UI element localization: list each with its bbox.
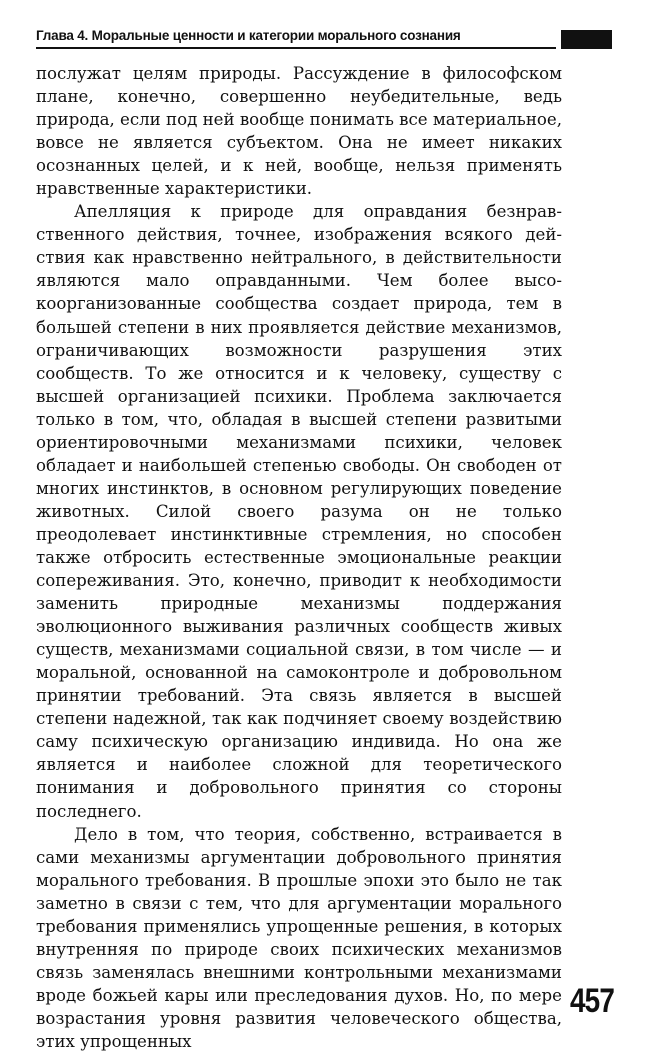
page-number: 457 (570, 982, 615, 1020)
header-rule (36, 47, 556, 49)
header-decorative-block (561, 30, 612, 49)
body-text (36, 62, 562, 1053)
paragraph: Дело в том, что теория, собственно, встраивается в сами механизмы аргументации добровольного принятия морального требования. В прошлые эпохи это было не так заметно в связи с тем, что для аргументации морального требования применялись упрощенные решения, в которых внутренняя по природе своих психических механизмов связь заменялась внешними контрольными механизмами вроде божьей кары или преследования духов. Но, по мере возрастания уровня развития человеческого общества, этих упрощенных (36, 824, 562, 1051)
paragraph-continuation: послужат целям природы. Рассуждение в философском плане, конечно, совершенно неубедительные, ведь природа, если под ней вообще понимать все материальное, вовсе не является субъектом. Она не имеет никаких осознанных целей, и к ней, вообще, нельзя применять нравственные характеристики. (36, 64, 562, 199)
paragraph: Апелляция к природе для оправдания безнравственного действия, точнее, изображения всякого действия как нравственно нейтрального, в действительности являются мало оправданными. Чем более высокоорганизованные сообщества создает природа, тем в большей степени в них проявляется действие механизмов, ограничивающих возможности разрушения этих сообществ. То же относится и к человеку, существу с высшей организацией психики. Проблема заключается только в том, что, обладая в высшей степени развитыми ориентировочными механизмами психики, человек обладает и наибольшей степенью свободы. Он свободен от многих инстинктов, в основном регулирующих поведение животных. Силой своего разума он не только преодолевает инстинктивные стремления, но способен также отбросить естественные эмоциональные реакции сопереживания. Это, конечно, приводит к необходимости заменить природные механизмы поддержания эволюционного выживания различных сообществ живых существ, механизмами социальной связи, в том числе — и моральной, основанной на самоконтроле и добровольном принятии требований. Эта связь является в высшей степени надежной, так как подчиняет своему воздействию саму психическую организацию индивида. Но она же является и наиболее сложной для теоретического понимания и добровольного принятия со стороны последнего. (36, 202, 562, 821)
chapter-title: Глава 4. Моральные ценности и категории морального сознания (36, 28, 461, 43)
running-header (36, 26, 612, 50)
